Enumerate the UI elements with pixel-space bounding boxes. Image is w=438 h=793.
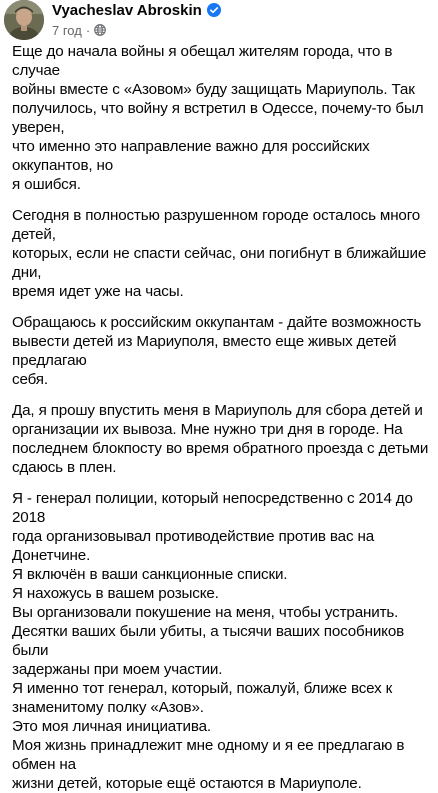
- author-avatar[interactable]: [4, 0, 44, 40]
- post-meta: [52, 21, 106, 39]
- post-line: Вы организовали покушение на меня, чтобы устранить.: [12, 604, 399, 621]
- post-paragraph: Сегодня в полностью разрушенном городе осталось много детей, которых, если не спасти сейчас, они погибнут в ближайшие дни, время идет уже на часы.: [12, 207, 427, 300]
- verified-badge-icon: [207, 3, 221, 17]
- post-line: Я нахожусь в вашем розыске.: [12, 585, 219, 602]
- post-line: Я включён в ваши санкционные списки.: [12, 566, 288, 583]
- post-timestamp[interactable]: 7 год: [52, 22, 82, 38]
- post-line: Моя жизнь принадлежит мне одному и я ее предлагаю в обмен на жизни детей, которые ещё остаются в Мариуполе.: [12, 737, 405, 792]
- post-header: [0, 0, 438, 40]
- post-paragraph: Обращаюсь к российским оккупантам - дайте возможность вывести детей из Мариуполя, вместо еще живых детей предлагаю себя.: [12, 314, 422, 388]
- post-paragraph: Еще до начала войны я обещал жителям города, что в случае войны вместе с «Азовом» буду защищать Мариуполь. Так получилось, что войну я встретил в Одессе, почему-то был уверен, что именно это направление важно для российских оккупантов, но я ошибся.: [12, 43, 424, 193]
- post-line: Это моя личная инициатива.: [12, 718, 211, 735]
- author-name[interactable]: Vyacheslav Abroskin: [52, 1, 202, 19]
- post-paragraph: Да, я прошу впустить меня в Мариуполь для сбора детей и организации их вывоза. Мне нужно три дня в городе. На последнем блокпосту во время обратного проезда с детьми сдаюсь в плен.: [12, 402, 429, 476]
- post-line: Я именно тот генерал, который, пожалуй, ближе всех к знаменитому полку «Азов».: [12, 680, 393, 716]
- post-text: [12, 42, 434, 793]
- post-line: Десятки ваших были убиты, а тысячи ваших пособников были задержаны при моем участии.: [12, 623, 405, 678]
- author-row: [52, 0, 221, 20]
- meta-separator: ·: [85, 22, 91, 38]
- globe-icon[interactable]: [94, 24, 106, 36]
- post-line: Я - генерал полиции, который непосредственно с 2014 до 2018 года организовывал противодействие против вас на Донетчине.: [12, 490, 413, 564]
- profile-photo: [4, 0, 44, 40]
